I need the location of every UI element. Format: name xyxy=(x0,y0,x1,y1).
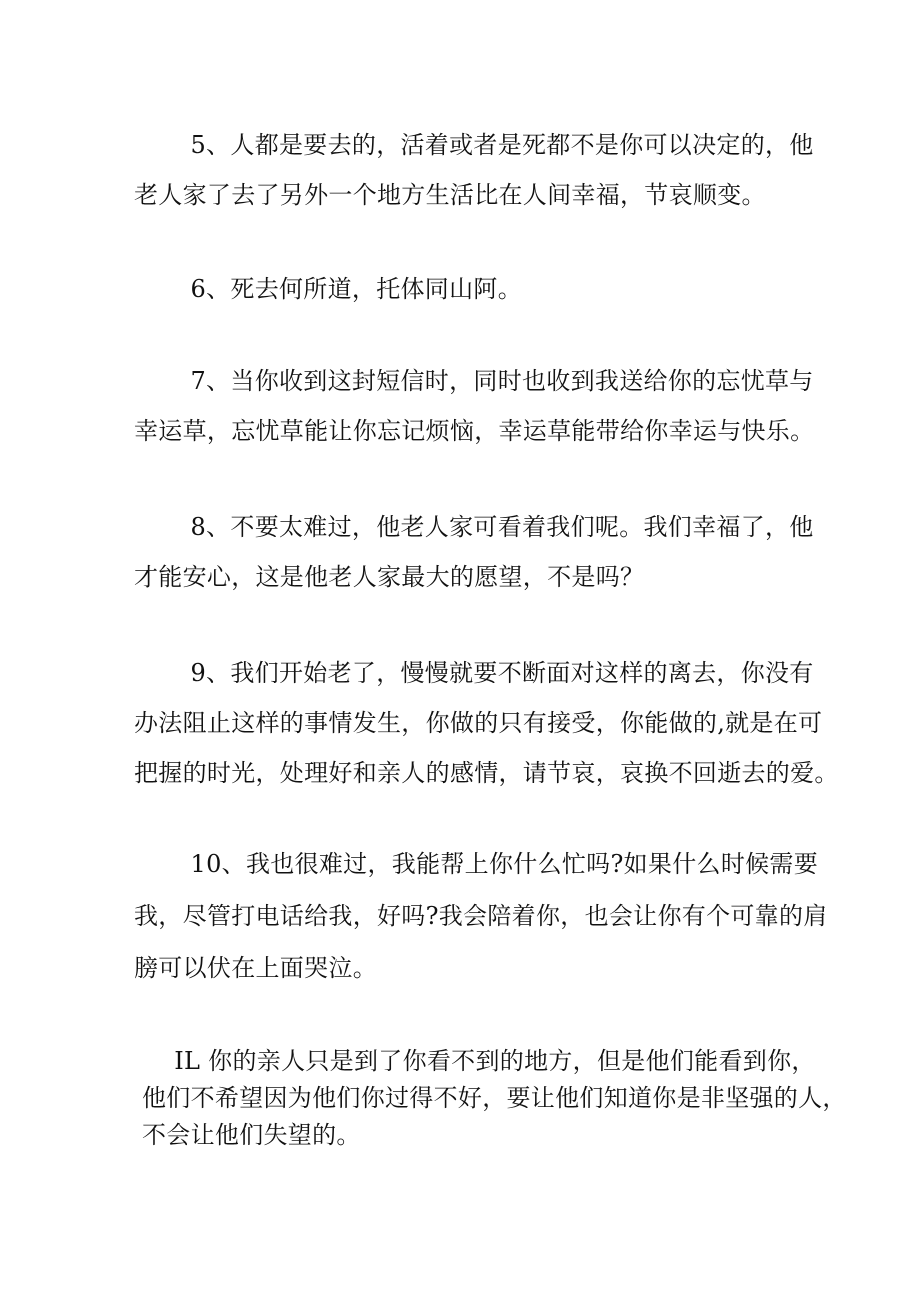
paragraph-5 xyxy=(134,120,814,220)
paragraph-line: 老人家了去了另外一个地方生活比在人间幸福，节哀顺变。 xyxy=(134,181,766,209)
paragraph-10 xyxy=(134,838,828,994)
paragraph-11 xyxy=(142,1043,847,1154)
paragraph-6 xyxy=(134,264,796,314)
paragraph-line: 办法阻止这样的事情发生，你做的只有接受，你能做的,就是在可 xyxy=(134,709,823,737)
paragraph-line: 把握的时光，处理好和亲人的感情，请节哀，哀换不回逝去的爱。 xyxy=(134,759,839,787)
paragraph-line: 8、不要太难过，他老人家可看着我们呢。我们幸福了，他 xyxy=(134,513,814,541)
paragraph-line: 我，尽管打电话给我，好吗?我会陪着你，也会让你有个可靠的肩 xyxy=(134,902,828,930)
paragraph-line: 6、死去何所道，托体同山阿。 xyxy=(134,275,522,303)
paragraph-line: 幸运草，忘忧草能让你忘记烦恼，幸运草能带给你幸运与快乐。 xyxy=(134,417,815,445)
paragraph-line: 不会让他们失望的。 xyxy=(142,1121,361,1149)
paragraph-line: 10、我也很难过，我能帮上你什么忙吗?如果什么时候需要 xyxy=(134,850,819,878)
paragraph-line: 7、当你收到这封短信时，同时也收到我送给你的忘忧草与 xyxy=(134,367,814,395)
paragraph-line: 5、人都是要去的，活着或者是死都不是你可以决定的，他 xyxy=(134,131,814,159)
paragraph-line: 他们不希望因为他们你过得不好，要让他们知道你是非坚强的人， xyxy=(142,1084,847,1112)
paragraph-7 xyxy=(134,356,815,456)
paragraph-line: 才能安心，这是他老人家最大的愿望，不是吗？ xyxy=(134,563,645,591)
paragraph-line: 膀可以伏在上面哭泣。 xyxy=(134,954,377,982)
paragraph-8 xyxy=(134,502,814,602)
paragraph-line: IL 你的亲人只是到了你看不到的地方，但是他们能看到你， xyxy=(142,1047,816,1075)
paragraph-line: 9、我们开始老了，慢慢就要不断面对这样的离去，你没有 xyxy=(134,659,814,687)
paragraph-9 xyxy=(134,648,839,798)
